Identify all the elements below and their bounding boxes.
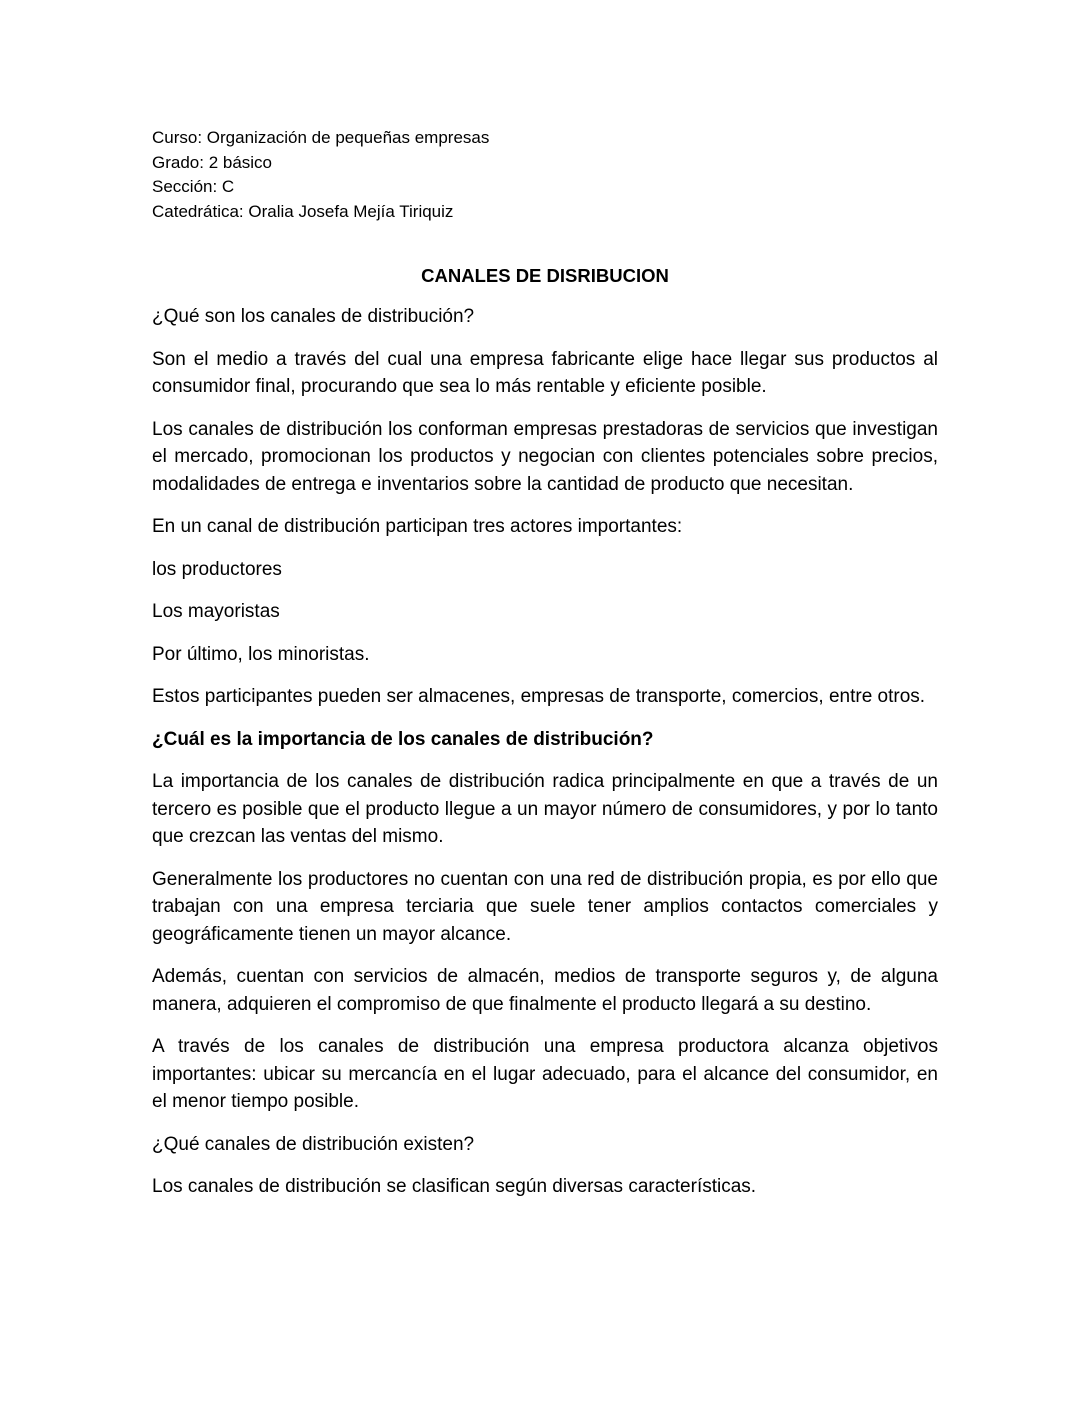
paragraph-actors-intro: En un canal de distribución participan tres actores importantes: [152,516,683,537]
paragraph-producers-network: Generalmente los productores no cuentan con una red de distribución propia, es por ello que trabajan con una empresa terciaria que suele tener amplios contactos comerciales y geográficamente tienen un mayor alcance. [152,868,938,945]
question-what-are-channels: ¿Qué son los canales de distribución? [152,306,475,327]
actor-producers: los productores [152,558,282,580]
document-body [152,263,938,1216]
paragraph-composition: Los canales de distribución los conforman empresas prestadoras de servicios que investigan el mercado, promocionan los productos y negocian con clientes potenciales sobre precios, modalidades de entrega e inventarios sobre la cantidad de producto que necesitan. [152,418,938,495]
question-importance: ¿Cuál es la importancia de los canales de distribución? [152,728,654,750]
paragraph-participants: Estos participantes pueden ser almacenes, empresas de transporte, comercios, entre otros. [152,686,926,707]
question-types: ¿Qué canales de distribución existen? [152,1133,475,1155]
actor-retailers: Por último, los minoristas. [152,643,370,665]
paragraph-importance: La importancia de los canales de distribución radica principalmente en que a través de un tercero es posible que el producto llegue a un mayor número de consumidores, y por lo tanto que crezcan las ventas del mismo. [152,771,938,847]
grade-line: Grado: 2 básico [152,152,273,172]
paragraph-definition: Son el medio a través del cual una empresa fabricante elige hace llegar sus productos al consumidor final, procurando que sea lo más rentable y eficiente posible. [152,348,938,397]
paragraph-objectives: A través de los canales de distribución una empresa productora alcanza objetivos importantes: ubicar su mercancía en el lugar adecuado, para el alcance del consumidor, en el menor tiempo posible. [152,1036,938,1112]
document-title: CANALES DE DISRIBUCION [421,265,669,286]
document-header [152,126,852,224]
paragraph-services: Además, cuentan con servicios de almacén, medios de transporte seguros y, de alguna manera, adquieren el compromiso de que finalmente el producto llegará a su destino. [152,966,938,1015]
teacher-line: Catedrática: Oralia Josefa Mejía Tiriquiz [152,201,454,221]
course-line: Curso: Organización de pequeñas empresas [152,128,490,147]
section-line: Sección: C [152,177,235,196]
paragraph-classification: Los canales de distribución se clasifican según diversas características. [152,1176,757,1197]
actor-wholesalers: Los mayoristas [152,601,280,622]
